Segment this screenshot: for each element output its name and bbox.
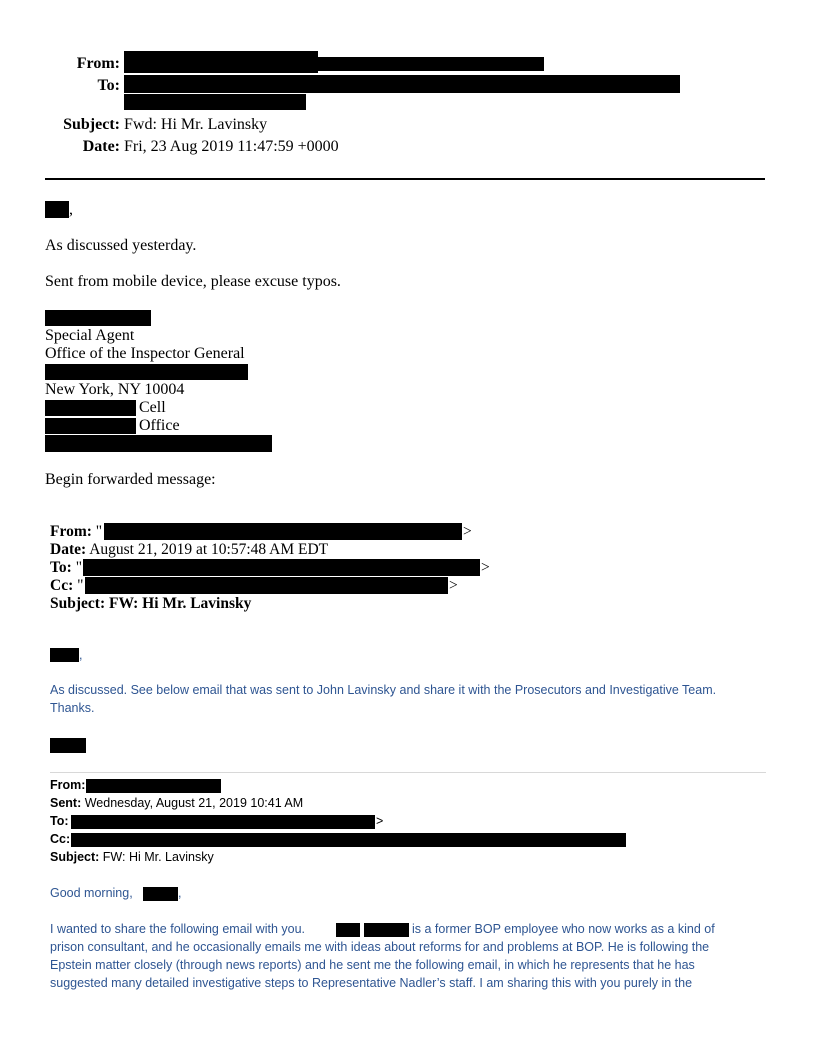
- inner-subject-label: Subject:: [50, 850, 100, 864]
- sig-title: Special Agent: [45, 327, 135, 344]
- inner-para-line3: Epstein matter closely (through news reports) and he sent me the following email, in which he represents that he has: [50, 958, 695, 972]
- inner-subject-value: FW: Hi Mr. Lavinsky: [102, 850, 214, 864]
- sig-office: Office of the Inspector General: [45, 345, 245, 362]
- inner-sent-row: [50, 796, 303, 810]
- header-subject-label: Subject:: [63, 116, 120, 133]
- msg-para-line2: Thanks.: [50, 701, 95, 715]
- redaction-sig-email: [45, 435, 272, 452]
- inner-from-label: [50, 778, 85, 792]
- redaction-inner-person-first: [336, 923, 360, 937]
- header-to-label: To:: [97, 77, 120, 94]
- fwd-to-label: To:: [50, 559, 72, 576]
- fwd-to-row: [50, 559, 82, 577]
- fwd-date-label: Date:: [50, 541, 87, 558]
- inner-greeting: Good morning,: [50, 886, 133, 900]
- redaction-to-line2: [124, 94, 306, 110]
- fwd-from-row: [50, 523, 102, 541]
- inner-to-close: >: [376, 814, 384, 828]
- inner-to-label-text: To:: [50, 814, 69, 828]
- fwd-from-label: From:: [50, 523, 92, 540]
- fwd-subject-label: Subject:: [50, 595, 106, 612]
- fwd-subject-row: [50, 595, 251, 613]
- redaction-msg-signature: [50, 738, 86, 753]
- header-divider: [45, 178, 765, 180]
- redaction-inner-person-last: [364, 923, 409, 937]
- redaction-sig-cell: [45, 400, 136, 416]
- redaction-inner-cc: [71, 833, 626, 847]
- redaction-greeting-name: [45, 201, 69, 218]
- inner-sent-value: Wednesday, August 21, 2019 10:41 AM: [84, 796, 304, 810]
- inner-para-line1-pre: I wanted to share the following email with you.: [50, 922, 305, 936]
- redaction-inner-from: [86, 779, 221, 793]
- redaction-sig-address: [45, 364, 248, 380]
- header-subject-value: Fwd: Hi Mr. Lavinsky: [124, 116, 268, 133]
- fwd-from-close: >: [463, 523, 472, 540]
- redaction-from-name: [124, 51, 318, 73]
- body-line-mobile: Sent from mobile device, please excuse typos.: [45, 273, 341, 290]
- inner-greeting-comma: ,: [178, 886, 182, 900]
- greeting-comma: ,: [69, 201, 73, 218]
- redaction-from-email: [318, 57, 544, 71]
- inner-para-line2: prison consultant, and he occasionally emails me with ideas about reforms for and problems at BOP. He is following the: [50, 940, 710, 954]
- redaction-fwd-to: [83, 559, 480, 576]
- redaction-sig-office-phone: [45, 418, 136, 434]
- redaction-sig-name: [45, 310, 151, 326]
- header-date-label: Date:: [82, 138, 120, 155]
- header-from-label: From:: [76, 55, 120, 72]
- sig-city: New York, NY 10004: [45, 381, 185, 398]
- header-date-value: Fri, 23 Aug 2019 11:47:59 +0000: [124, 138, 339, 155]
- inner-cc-label: [50, 832, 70, 846]
- inner-para-line1-post: is a former BOP employee who now works as a kind of: [412, 922, 715, 936]
- redaction-inner-greeting-name: [143, 887, 178, 901]
- redaction-fwd-from: [104, 523, 462, 540]
- body-line-discussed: As discussed yesterday.: [45, 237, 197, 254]
- inner-to-label: [50, 814, 69, 828]
- sig-office-label: Office: [139, 417, 180, 434]
- msg-greeting-comma: ,: [79, 648, 83, 662]
- fwd-to-close: >: [481, 559, 490, 576]
- fwd-to-quote: ": [75, 559, 83, 576]
- fwd-from-quote: ": [95, 523, 103, 540]
- begin-forwarded: Begin forwarded message:: [45, 471, 216, 488]
- inner-cc-label-text: Cc:: [50, 832, 71, 846]
- redaction-to-line1: [124, 75, 680, 93]
- fwd-date-row: [50, 541, 328, 559]
- inner-sent-label: Sent:: [50, 796, 82, 810]
- inner-divider: [50, 772, 766, 773]
- fwd-cc-label: Cc:: [50, 577, 74, 594]
- fwd-date-value: August 21, 2019 at 10:57:48 AM EDT: [89, 541, 329, 558]
- inner-from-label-text: From:: [50, 778, 86, 792]
- inner-para-line4: suggested many detailed investigative steps to Representative Nadler’s staff. I am sharing this with you purely in the: [50, 976, 693, 990]
- inner-subject-row: [50, 850, 214, 864]
- fwd-cc-close: >: [449, 577, 458, 594]
- redaction-inner-to: [71, 815, 375, 829]
- fwd-cc-quote: ": [77, 577, 84, 594]
- redaction-fwd-cc: [85, 577, 448, 594]
- sig-cell-label: Cell: [139, 399, 166, 416]
- redaction-msg-greeting: [50, 648, 79, 662]
- fwd-subject-value: FW: Hi Mr. Lavinsky: [108, 595, 252, 612]
- fwd-cc-row: [50, 577, 83, 595]
- msg-para-line1: As discussed. See below email that was sent to John Lavinsky and share it with the Prosecutors and Investigative Team.: [50, 683, 717, 697]
